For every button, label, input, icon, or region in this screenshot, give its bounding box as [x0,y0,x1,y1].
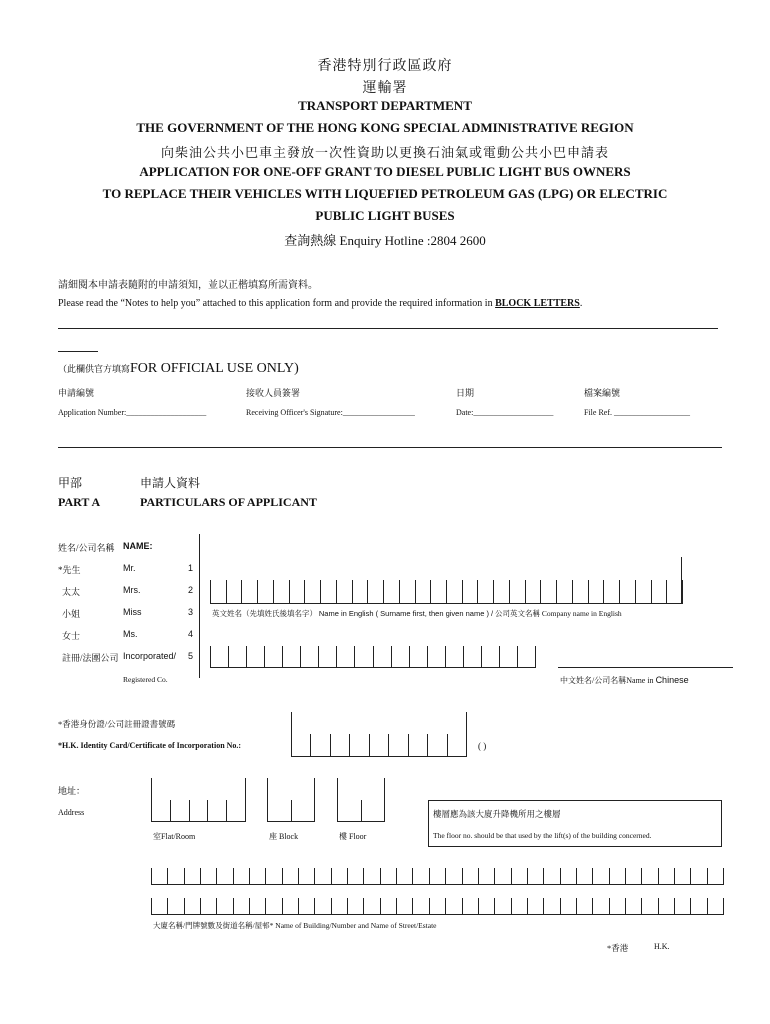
comb-tick [331,868,332,885]
comb-tick [527,868,528,885]
comb-tick [298,898,299,915]
comb-tick [517,646,518,668]
comb-tick [619,580,620,604]
comb-tick [291,800,292,822]
comb-tick [361,800,362,822]
comb-tick [373,646,374,668]
comb-tick [289,580,290,604]
comb-tick [352,580,353,604]
official-field-4-cn: 檔案編號 [584,388,621,398]
comb-tick [241,580,242,604]
file-ref-field[interactable]: File Ref. ___________________ [584,408,690,417]
comb-tick [300,646,301,668]
comb-tick [184,898,185,915]
comb-tick [369,734,370,757]
title-mrs[interactable]: Mrs. [123,585,141,595]
comb-tick [304,580,305,604]
instructions-cn: 請細閱本申請表隨附的申請須知，並以正楷填寫所需資料。 [58,280,318,291]
comb-tick [666,580,667,604]
chinese-name-input[interactable] [558,667,733,668]
instructions-en [58,298,582,309]
hotline-en: Enquiry Hotline :2804 2600 [339,233,486,248]
id-end-marker [466,712,467,757]
comb-tick [216,868,217,885]
comb-tick [383,580,384,604]
comb-tick [635,580,636,604]
comb-tick [354,646,355,668]
comb-tick [445,646,446,668]
comb-tick [265,898,266,915]
flat-comb [151,800,245,822]
street-hint: 大廈名稱/門牌號數及街道名稱/屋邨* Name of Building/Number and Name of Street/Estate [153,921,437,930]
comb-tick [429,868,430,885]
comb-tick [625,868,626,885]
comb-tick [233,868,234,885]
comb-tick [560,898,561,915]
comb-tick [543,898,544,915]
comb-tick [282,898,283,915]
title-ms-cn: 女士 [62,631,81,641]
comb-tick [641,898,642,915]
comb-tick [298,868,299,885]
comb-tick [446,580,447,604]
comb-tick [462,580,463,604]
header-cn-title-1: 香港特別行政區政府 [317,59,453,74]
comb-tick [363,898,364,915]
comb-tick [363,868,364,885]
header-department: TRANSPORT DEPARTMENT [298,98,472,113]
comb-tick [189,800,190,822]
comb-tick [723,868,724,885]
comb-tick [603,580,604,604]
id-number-comb [291,734,466,757]
comb-tick [249,898,250,915]
comb-tick [151,868,152,885]
title-incorporated-num: 5 [188,651,194,661]
title-mrs-num: 2 [188,585,194,595]
comb-tick [462,868,463,885]
title-mrs-cn: 太太 [62,587,81,597]
enquiry-hotline [0,230,770,249]
title-miss-cn: 小姐 [62,609,81,619]
comb-tick [535,646,536,668]
block-comb [267,800,314,822]
part-a-title: PARTICULARS OF APPLICANT [140,495,317,509]
english-name-hint-en: Name in English ( Surname first, then given name ) / [318,609,494,618]
address-label-cn: 地址： [58,786,86,796]
name-label: NAME: [123,541,153,551]
comb-tick [658,898,659,915]
instructions-en-suffix: . [579,298,583,309]
official-use-heading [58,361,299,377]
floor-note-cn: 樓層應為該大廈升降機所用之樓層 [433,809,561,819]
comb-tick [588,580,589,604]
comb-tick [409,646,410,668]
block-label: 座 Block [269,832,299,841]
comb-tick [511,868,512,885]
chinese-name-hint-cn: 中文姓名/公司名稱 [560,676,627,685]
comb-tick [447,734,448,757]
comb-tick [493,580,494,604]
title-mr[interactable]: Mr. [123,563,136,573]
comb-tick [609,868,610,885]
comb-tick [151,898,152,915]
comb-tick [412,898,413,915]
comb-tick [330,734,331,757]
comb-tick [167,868,168,885]
comb-tick [264,646,265,668]
comb-tick [576,898,577,915]
title-miss[interactable]: Miss [123,607,142,617]
comb-tick [527,898,528,915]
comb-tick [690,898,691,915]
comb-tick [445,868,446,885]
floor-end-marker [384,778,385,822]
comb-tick [430,580,431,604]
comb-tick [167,898,168,915]
comb-tick [556,580,557,604]
comb-tick [674,868,675,885]
comb-tick [396,898,397,915]
comb-tick [265,868,266,885]
comb-tick [494,898,495,915]
comb-tick [391,646,392,668]
comb-tick [282,646,283,668]
comb-tick [399,580,400,604]
comb-tick [427,646,428,668]
divider-1-tail [58,351,98,352]
id-label-cn: *香港身份證/公司註冊證書號碼 [58,719,176,729]
comb-tick [576,868,577,885]
block-letters-emphasis: BLOCK LETTERS [495,298,580,309]
comb-tick [494,868,495,885]
floor-start-marker [337,778,338,822]
comb-tick [707,898,708,915]
comb-tick [246,646,247,668]
comb-tick [723,898,724,915]
header-cn-title-2: 運輸署 [362,81,408,96]
comb-tick [226,800,227,822]
comb-tick [228,646,229,668]
flat-label: 室Flat/Room [153,832,196,841]
name-section-divider [199,534,200,678]
registered-co-label: Registered Co. [123,675,168,684]
header-application-line-1: APPLICATION FOR ONE-OFF GRANT TO DIESEL PUBLIC LIGHT BUS OWNERS [139,164,631,179]
comb-tick [336,646,337,668]
english-name-hint [212,608,622,619]
region-hk[interactable]: H.K. [654,942,670,951]
flat-end-marker [245,778,246,822]
comb-tick [347,898,348,915]
comb-tick [415,580,416,604]
part-a-label: PART A [58,495,101,509]
comb-tick [314,868,315,885]
date-field[interactable]: Date:____________________ [456,408,554,417]
comb-tick [525,580,526,604]
comb-tick [310,734,311,757]
official-use-en: FOR OFFICIAL USE ONLY) [130,361,299,376]
part-a-cn: 甲部 [58,476,83,490]
title-ms[interactable]: Ms. [123,629,138,639]
comb-tick [380,898,381,915]
divider-2 [58,447,722,448]
official-field-3-cn: 日期 [456,388,475,398]
title-incorporated[interactable]: Incorporated/ [123,651,177,661]
comb-tick [336,580,337,604]
comb-tick [314,898,315,915]
address-label: Address [58,808,85,817]
comb-tick [207,800,208,822]
comb-tick [674,898,675,915]
id-check-digit-parentheses[interactable]: ( ) [478,741,487,751]
application-number-field[interactable]: Application Number:____________________ [58,408,207,417]
comb-tick [477,580,478,604]
street-line-1-comb [151,868,723,885]
comb-tick [478,868,479,885]
comb-tick [216,898,217,915]
region-hk-cn[interactable]: *香港 [607,943,629,953]
english-name-hint-cn: 英文姓名（先填姓氏後填名字） [212,609,317,618]
floor-comb [337,800,384,822]
header-government: THE GOVERNMENT OF THE HONG KONG SPECIAL ADMINISTRATIVE REGION [136,120,634,135]
comb-tick [226,580,227,604]
official-field-2-cn: 接收人員簽署 [246,388,301,398]
comb-tick [184,868,185,885]
comb-tick [412,868,413,885]
header-application-line-2: TO REPLACE THEIR VEHICLES WITH LIQUEFIED PETROLEUM GAS (LPG) OR ELECTRIC [102,186,668,201]
comb-tick [210,646,211,668]
comb-tick [641,868,642,885]
comb-tick [388,734,389,757]
floor-note-en: The floor no. should be that used by the lift(s) of the building concerned. [433,831,652,840]
comb-tick [682,580,683,604]
comb-tick [463,646,464,668]
comb-tick [257,580,258,604]
comb-tick [560,868,561,885]
comb-tick [318,646,319,668]
comb-tick [543,868,544,885]
comb-tick [540,580,541,604]
comb-tick [210,580,211,604]
title-mr-cn: *先生 [58,565,81,575]
comb-tick [380,868,381,885]
flat-start-marker [151,778,152,822]
block-end-marker [314,778,315,822]
instructions-en-prefix: Please read the “Notes to help you” attached to this application form and provide the required information in [58,298,496,309]
comb-tick [200,868,201,885]
company-name-hint-en: Company name in English [541,609,622,618]
comb-tick [320,580,321,604]
comb-tick [592,898,593,915]
comb-tick [170,800,171,822]
hotline-cn: 查詢熱線 [284,233,337,248]
comb-tick [282,868,283,885]
comb-tick [233,898,234,915]
comb-tick [273,580,274,604]
block-start-marker [267,778,268,822]
official-use-cn: （此欄供官方填寫 [58,364,131,374]
floor-label: 樓 Floor [339,832,367,841]
part-a-title-cn: 申請人資料 [140,476,201,490]
comb-tick [651,580,652,604]
comb-tick [658,868,659,885]
receiving-officer-signature-field[interactable]: Receiving Officer's Signature:__________________ [246,408,415,417]
comb-tick [249,868,250,885]
chinese-name-hint-en-a: Name in [626,676,656,685]
id-label: *H.K. Identity Card/Certificate of Incorporation No.: [58,741,242,750]
title-ms-num: 4 [188,629,194,639]
comb-tick [478,898,479,915]
comb-tick [707,868,708,885]
company-name-hint-cn: 公司英文名稱 [495,609,540,618]
comb-tick [367,580,368,604]
comb-tick [462,898,463,915]
comb-tick [499,646,500,668]
divider-1 [58,328,718,329]
comb-tick [509,580,510,604]
comb-tick [481,646,482,668]
comb-tick [592,868,593,885]
comb-tick [347,868,348,885]
english-name-end-marker [681,557,682,604]
official-field-1-cn: 申請編號 [58,388,95,398]
comb-tick [349,734,350,757]
chinese-name-hint-en-b: Chinese [655,675,689,685]
title-miss-num: 3 [188,607,194,617]
comb-tick [572,580,573,604]
comb-tick [396,868,397,885]
comb-tick [429,898,430,915]
comb-tick [609,898,610,915]
chinese-name-hint [560,675,689,686]
comb-tick [690,868,691,885]
english-name-comb [210,580,682,604]
comb-tick [200,898,201,915]
comb-tick [427,734,428,757]
comb-tick [511,898,512,915]
comb-tick [445,898,446,915]
title-incorporated-cn: 註冊/法團公司 [62,653,119,663]
id-start-marker [291,712,292,757]
comb-tick [331,898,332,915]
header-cn-application: 向柴油公共小巴車主發放一次性資助以更換石油氣或電動公共小巴申請表 [160,145,609,160]
header-application-line-3: PUBLIC LIGHT BUSES [315,208,455,223]
company-name-comb [210,646,535,668]
title-mr-num: 1 [188,563,194,573]
comb-tick [625,898,626,915]
name-label-cn: 姓名/公司名稱 [58,543,115,553]
street-line-2-comb [151,898,723,915]
comb-tick [408,734,409,757]
